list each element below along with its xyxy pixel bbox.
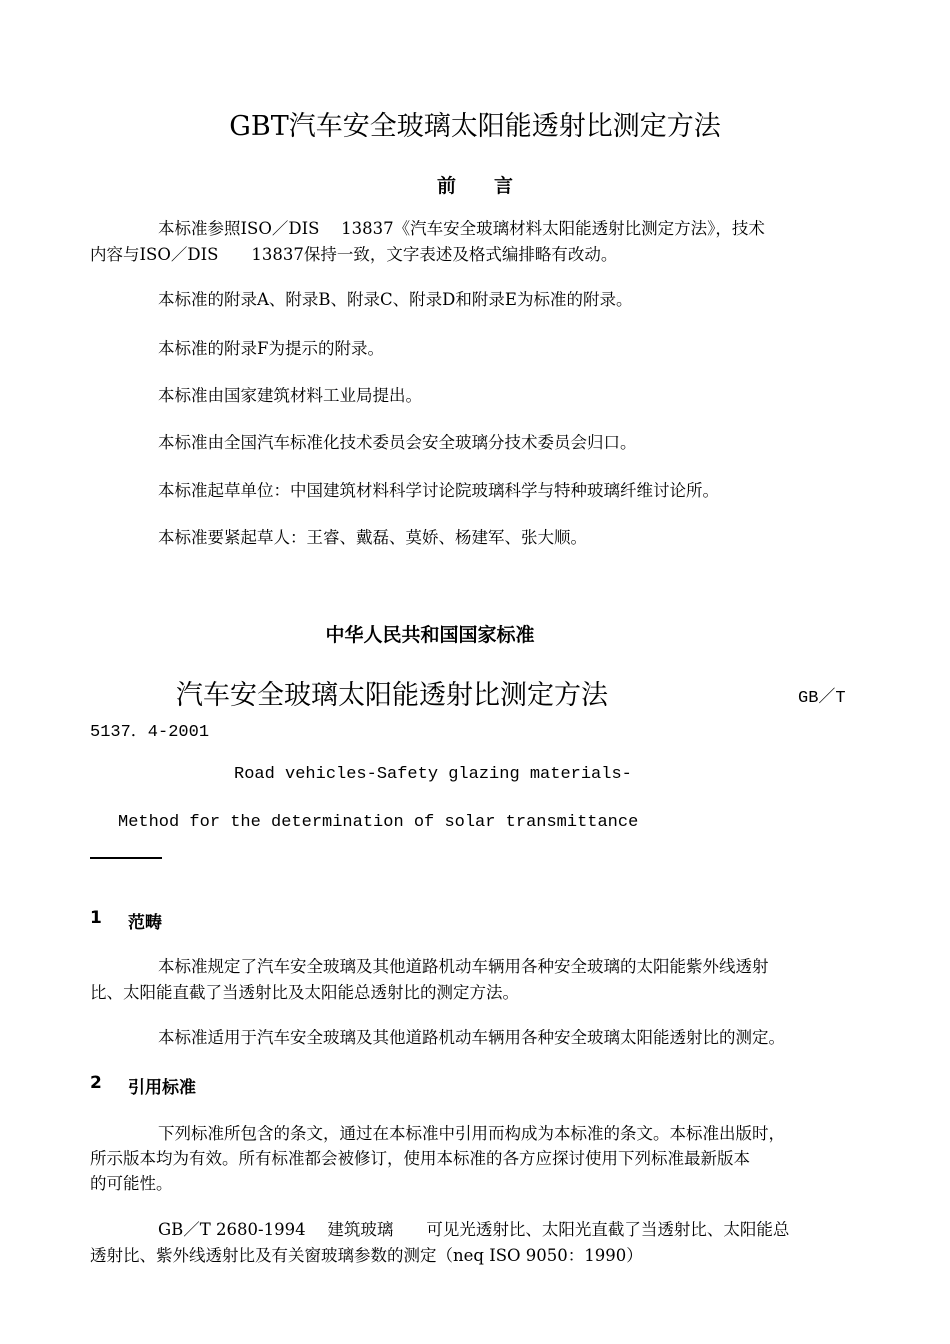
- foreword-para-4: 本标准由国家建筑材料工业局提出。: [158, 386, 422, 405]
- section-2-number: 2: [90, 1073, 102, 1093]
- section-2-title: 引用标准: [128, 1078, 196, 1098]
- standard-title: 汽车安全玻璃太阳能透射比测定方法: [176, 680, 608, 711]
- section-2-para-2-line-2: 透射比、紫外线透射比及有关窗玻璃参数的测定（neq ISO 9050：1990）: [90, 1246, 643, 1265]
- foreword-heading: 前 言: [436, 175, 513, 197]
- foreword-para-5: 本标准由全国汽车标准化技术委员会安全玻璃分技术委员会归口。: [158, 433, 637, 452]
- foreword-para-6: 本标准起草单位：中国建筑材料科学讨论院玻璃科学与特种玻璃纤维讨论所。: [158, 481, 719, 500]
- national-standard-header: 中华人民共和国国家标准: [325, 624, 535, 646]
- foreword-para-2: 本标准的附录A、附录B、附录C、附录D和附录E为标准的附录。: [158, 290, 633, 309]
- section-2-para-1-line-3: 的可能性。: [90, 1174, 173, 1193]
- section-2-para-1-line-2: 所示版本均为有效。所有标准都会被修订，使用本标准的各方应探讨使用下列标准最新版本: [90, 1149, 750, 1168]
- section-1-title: 范畴: [128, 913, 162, 933]
- section-1-para-1-line-1: 本标准规定了汽车安全玻璃及其他道路机动车辆用各种安全玻璃的太阳能紫外线透射: [158, 957, 769, 976]
- foreword-para-7: 本标准要紧起草人：王睿、戴磊、莫娇、杨建军、张大顺。: [158, 528, 587, 547]
- section-1-number: 1: [90, 908, 102, 928]
- english-title-line-2: Method for the determination of solar transmittance: [118, 813, 639, 832]
- section-2-para-2-line-1: GB／T 2680-1994 建筑玻璃 可见光透射比、太阳光直截了当透射比、太阳能总: [158, 1220, 790, 1239]
- section-2-para-1-line-1: 下列标准所包含的条文，通过在本标准中引用而构成为本标准的条文。本标准出版时，: [158, 1124, 785, 1143]
- divider-rule: [90, 857, 162, 859]
- standard-code-prefix: GB／T: [798, 689, 846, 708]
- foreword-para-1-line-2: 内容与ISO／DIS 13837保持一致，文字表述及格式编排略有改动。: [90, 245, 618, 264]
- standard-code-number: 5137．4-2001: [90, 723, 210, 742]
- document-title: GBT汽车安全玻璃太阳能透射比测定方法: [229, 111, 721, 142]
- foreword-para-3: 本标准的附录F为提示的附录。: [158, 339, 384, 358]
- english-title-line-1: Road vehicles-Safety glazing materials-: [234, 765, 632, 784]
- foreword-para-1-line-1: 本标准参照ISO／DIS 13837《汽车安全玻璃材料太阳能透射比测定方法》，技术: [158, 219, 765, 238]
- section-1-para-2: 本标准适用于汽车安全玻璃及其他道路机动车辆用各种安全玻璃太阳能透射比的测定。: [158, 1028, 785, 1047]
- section-1-para-1-line-2: 比、太阳能直截了当透射比及太阳能总透射比的测定方法。: [90, 983, 519, 1002]
